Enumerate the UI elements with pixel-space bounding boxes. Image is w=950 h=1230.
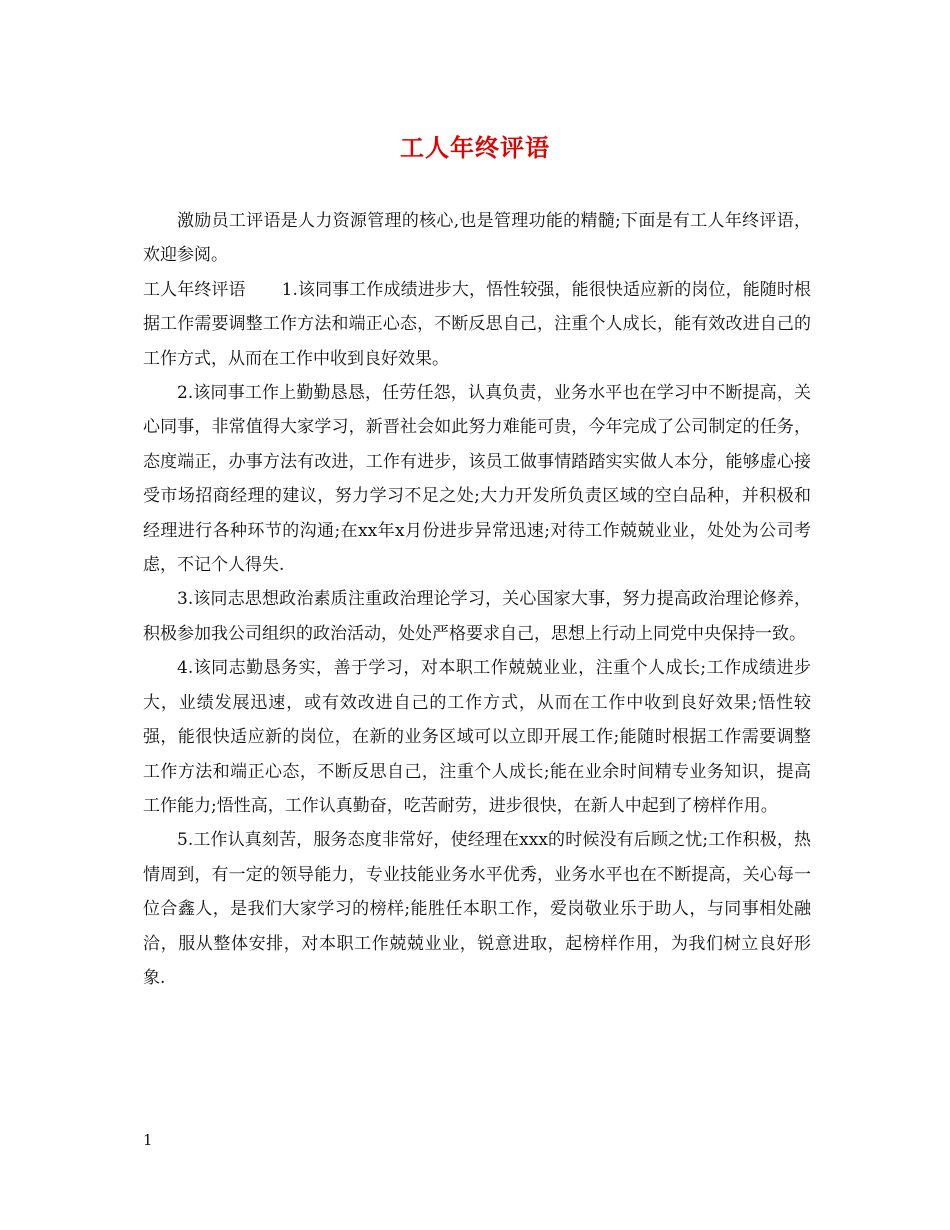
review-item-5: 5.工作认真刻苦，服务态度非常好，使经理在xxx的时候没有后顾之忧;工作积极，热情周到，有一定的领导能力，专业技能业务水平优秀，业务水平也在不断提高，关心每一位合鑫人，是我们大家学习的榜样;能胜任本职工作，爱岗敬业乐于助人，与同事相处融洽，服从整体安排，对本职工作兢兢业业，锐意进取，起榜样作用，为我们树立良好形象. (143, 830, 811, 988)
review-item-1-text: 1.该同事工作成绩进步大，悟性较强，能很快适应新的岗位，能随时根据工作需要调整工作方法和端正心态，不断反思自己，注重个人成长，能有效改进自己的工作方式，从而在工作中收到良好效果。 (143, 279, 812, 369)
intro-paragraph: 激励员工评语是人力资源管理的核心,也是管理功能的精髓;下面是有工人年终评语，欢迎参阅。 (143, 211, 811, 266)
inline-section-heading: 工人年终评语 (143, 279, 246, 300)
review-item-2: 2.该同事工作上勤勤恳恳，任劳任怨，认真负责，业务水平也在学习中不断提高，关心同事，非常值得大家学习，新晋社会如此努力难能可贵，今年完成了公司制定的任务，态度端正，办事方法有改进，工作有进步，该员工做事情踏踏实实做人本分，能够虚心接受市场招商经理的建议，努力学习不足之处;大力开发所负责区域的空白品种，并积极和经理进行各种环节的沟通;在xx年x月份进步异常迅速;对待工作兢兢业业，处处为公司考虑，不记个人得失. (143, 383, 811, 576)
review-item-4: 4.该同志勤恳务实，善于学习，对本职工作兢兢业业，注重个人成长;工作成绩进步大，业绩发展迅速，或有效改进自己的工作方式，从而在工作中收到良好效果;悟性较强，能很快适应新的岗位，在新的业务区域可以立即开展工作;能随时根据工作需要调整工作方法和端正心态，不断反思自己，注重个人成长;能在业余时间精专业务知识，提高工作能力;悟性高，工作认真勤奋，吃苦耐劳，进步很快，在新人中起到了榜样作用。 (143, 658, 811, 816)
review-item-3: 3.该同志思想政治素质注重政治理论学习，关心国家大事，努力提高政治理论修养，积极参加我公司组织的政治活动，处处严格要求自己，思想上行动上同党中央保持一致。 (143, 589, 811, 644)
document-title: 工人年终评语 (400, 133, 550, 162)
review-item-1 (143, 273, 811, 376)
document-body (143, 204, 811, 995)
page-number: 1 (143, 1131, 153, 1149)
